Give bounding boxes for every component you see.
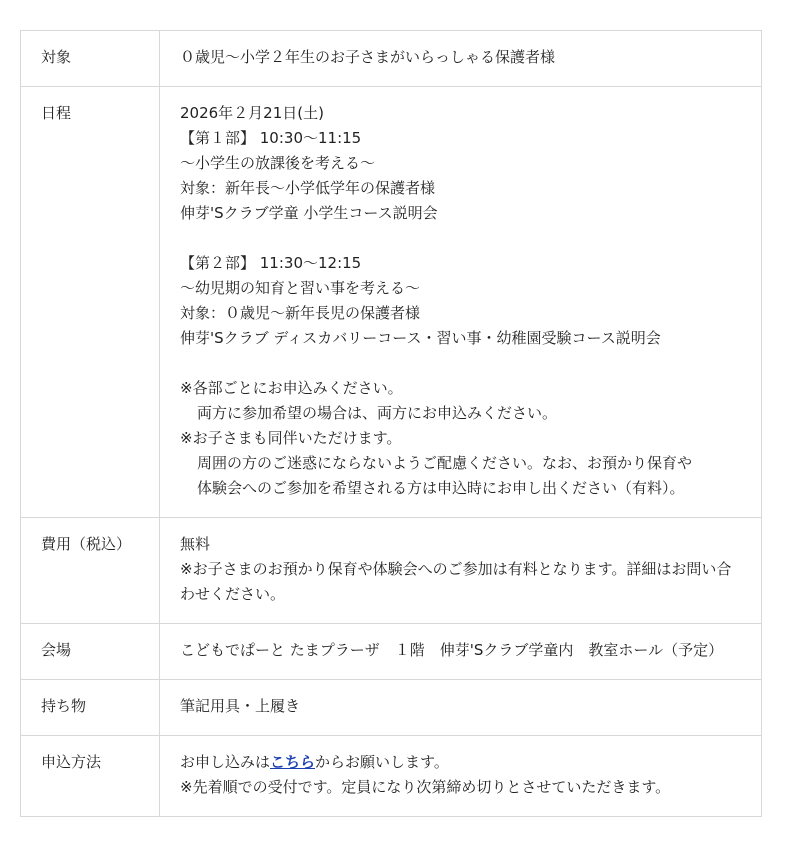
schedule-note: ※各部ごとにお申込みください。 [180,379,403,397]
table-row-application [21,736,762,817]
row-label-belongings: 持ち物 [21,680,160,736]
part1-audience: 対象：新年長〜小学低学年の保護者様 [180,179,436,197]
table-row-schedule [21,87,762,518]
row-value-target [160,31,762,87]
row-label-venue: 会場 [21,624,160,680]
table-row-target [21,31,762,87]
part1-theme: 〜小学生の放課後を考える〜 [180,154,376,172]
row-value-schedule [160,87,762,518]
venue-text: こどもでぱーと たまプラーザ １階 伸芽'Sクラブ学童内 教室ホール（予定） [180,641,724,659]
schedule-note: 両方に参加希望の場合は、両方にお申込みください。 [197,404,558,422]
fee-value: 無料 [180,535,211,553]
event-info-table [20,30,762,817]
schedule-note: 周囲の方のご迷惑にならないようご配慮ください。なお、お預かり保育や [197,454,693,472]
schedule-spacer [180,351,739,376]
part2-title: 伸芽'Sクラブ ディスカバリーコース・習い事・幼稚園受験コース説明会 [180,329,661,347]
row-value-belongings [160,680,762,736]
part1-title: 伸芽'Sクラブ学童 小学生コース説明会 [180,204,438,222]
row-label-schedule: 日程 [21,87,160,518]
table-row-venue [21,624,762,680]
row-value-fee [160,518,762,624]
application-instruction [180,750,739,775]
table-row-fee [21,518,762,624]
belongings-text: 筆記用具・上履き [180,697,301,715]
part2-time: 【第２部】 11:30〜12:15 [180,254,362,272]
schedule-spacer [180,226,739,251]
row-label-application: 申込方法 [21,736,160,817]
row-label-target: 対象 [21,31,160,87]
application-suffix: からお願いします。 [315,753,449,771]
row-value-venue [160,624,762,680]
part1-time: 【第１部】 10:30〜11:15 [180,129,362,147]
fee-note: ※お子さまのお預かり保育や体験会へのご参加は有料となります。詳細はお問い合わせください。 [180,560,732,603]
application-note: ※先着順での受付です。定員になり次第締め切りとさせていただきます。 [180,778,671,796]
application-prefix: お申し込みは [180,753,271,771]
part2-theme: 〜幼児期の知育と習い事を考える〜 [180,279,421,297]
schedule-note: 体験会へのご参加を希望される方は申込時にお申し出ください（有料）。 [197,479,685,497]
target-audience-text: ０歳児〜小学２年生のお子さまがいらっしゃる保護者様 [180,48,556,66]
part2-audience: 対象：０歳児〜新年長児の保護者様 [180,304,421,322]
row-value-application [160,736,762,817]
row-label-fee: 費用（税込） [21,518,160,624]
table-row-belongings [21,680,762,736]
application-link[interactable]: こちら [270,753,316,771]
schedule-note: ※お子さまも同伴いただけます。 [180,429,402,447]
schedule-date: 2026年２月21日(土) [180,104,324,122]
